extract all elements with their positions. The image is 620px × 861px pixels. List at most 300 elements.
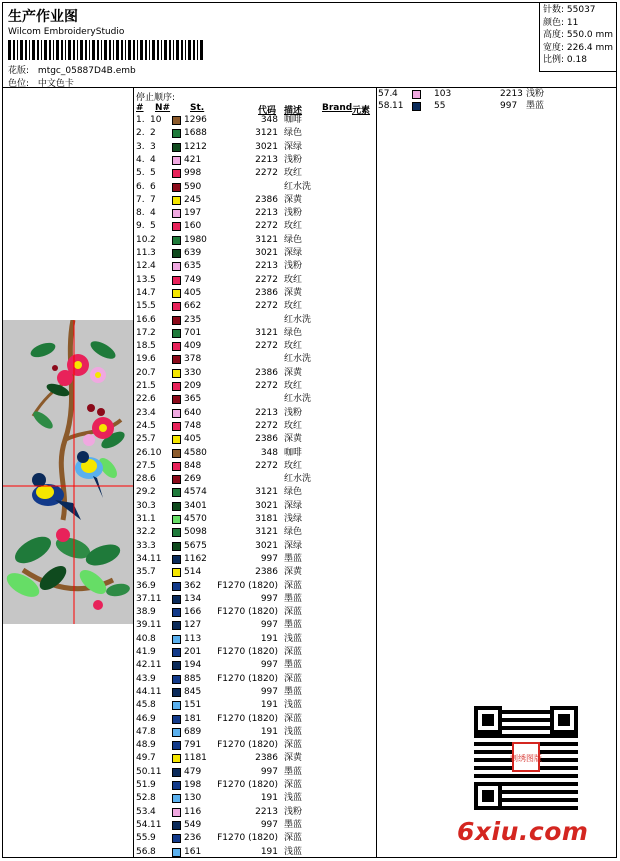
color-code: 2213 bbox=[255, 208, 278, 219]
color-swatch bbox=[172, 382, 181, 391]
color-code: 191 bbox=[260, 793, 278, 804]
table-row bbox=[136, 580, 376, 593]
color-swatch bbox=[172, 409, 181, 418]
table-row bbox=[136, 154, 376, 167]
color-code: 2386 bbox=[255, 434, 278, 445]
design-scale: 比例: 0.18 bbox=[543, 55, 587, 65]
needle-number: 2 bbox=[150, 327, 156, 338]
design-width: 宽度: 226.4 mm bbox=[543, 42, 614, 53]
table-row bbox=[378, 100, 545, 113]
table-row bbox=[136, 420, 376, 433]
site-logo bbox=[457, 817, 588, 846]
row-number: 50. bbox=[136, 766, 151, 777]
needle-number: 6 bbox=[150, 394, 156, 405]
color-swatch bbox=[172, 834, 181, 843]
table-row bbox=[136, 766, 376, 779]
color-description: 墨蓝 bbox=[284, 660, 303, 671]
design-stats bbox=[539, 2, 617, 72]
row-number: 29. bbox=[136, 487, 151, 498]
stitch-count: 639 bbox=[184, 248, 202, 258]
color-swatch bbox=[172, 369, 181, 378]
stitch-count: 198 bbox=[184, 780, 202, 790]
col-header-needle: N# bbox=[155, 103, 171, 113]
stitch-count: 848 bbox=[184, 460, 202, 471]
color-code: 2386 bbox=[255, 753, 278, 764]
stitch-count: 3401 bbox=[184, 500, 207, 511]
needle-number: 6 bbox=[150, 314, 156, 325]
needle-number: 11 bbox=[150, 819, 162, 830]
design-preview bbox=[3, 320, 133, 624]
row-number: 48. bbox=[136, 740, 151, 751]
color-code: 191 bbox=[260, 846, 278, 857]
needle-number: 2 bbox=[150, 487, 156, 498]
row-number: 1. bbox=[136, 115, 145, 125]
color-code: 3121 bbox=[255, 487, 278, 498]
row-number: 56. bbox=[136, 846, 151, 857]
color-description: 深蓝 bbox=[284, 713, 303, 724]
row-number: 11. bbox=[136, 248, 151, 258]
needle-number: 6 bbox=[150, 181, 156, 192]
logo-tail: .com bbox=[518, 817, 589, 846]
col-header-stitches: St. bbox=[190, 103, 205, 113]
needle-number: 8 bbox=[150, 846, 156, 857]
table-row bbox=[136, 260, 376, 273]
table-row bbox=[136, 699, 376, 712]
needle-number: 9 bbox=[150, 780, 156, 790]
color-label: 色位: bbox=[8, 79, 30, 89]
color-code: 2272 bbox=[255, 460, 278, 471]
needle-number: 6 bbox=[150, 354, 156, 365]
color-description: 咖啡 bbox=[284, 447, 303, 458]
row-number: 22. bbox=[136, 394, 151, 405]
table-row bbox=[136, 247, 376, 260]
stitch-count: 365 bbox=[184, 394, 202, 405]
row-number: 57. bbox=[378, 89, 393, 99]
stitch-count: 127 bbox=[184, 620, 202, 631]
color-description: 墨蓝 bbox=[284, 766, 303, 777]
needle-number: 5 bbox=[150, 168, 156, 179]
color-swatch bbox=[172, 715, 181, 724]
table-row bbox=[136, 486, 376, 499]
table-row bbox=[136, 220, 376, 233]
color-code: 3121 bbox=[255, 128, 278, 139]
needle-number: 4 bbox=[150, 806, 156, 817]
table-row bbox=[136, 194, 376, 207]
stitch-count: 635 bbox=[184, 261, 202, 272]
stitch-count: 662 bbox=[184, 301, 202, 312]
needle-number: 11 bbox=[150, 660, 162, 671]
row-number: 41. bbox=[136, 647, 151, 657]
col-header-description: 描述 bbox=[284, 106, 303, 116]
needle-number: 4 bbox=[150, 407, 156, 418]
table-row bbox=[136, 633, 376, 646]
needle-number: 9 bbox=[150, 740, 156, 751]
color-code: F1270 (1820) bbox=[217, 713, 278, 724]
stitch-count: 130 bbox=[184, 793, 202, 804]
row-number: 18. bbox=[136, 341, 151, 352]
stitch-count: 590 bbox=[184, 181, 202, 192]
table-row bbox=[136, 473, 376, 486]
needle-number: 11 bbox=[150, 553, 162, 564]
color-description: 浅蓝 bbox=[284, 700, 303, 711]
color-code: 2213 bbox=[255, 806, 278, 817]
color-swatch bbox=[172, 143, 181, 152]
color-swatch bbox=[172, 701, 181, 710]
table-row bbox=[136, 460, 376, 473]
row-number: 45. bbox=[136, 700, 151, 711]
needle-number: 1 bbox=[150, 514, 156, 524]
row-number: 53. bbox=[136, 806, 151, 817]
color-swatch bbox=[172, 156, 181, 165]
color-swatch bbox=[172, 542, 181, 551]
row-number: 23. bbox=[136, 407, 151, 418]
color-description: 浅粉 bbox=[284, 407, 303, 418]
color-count: 颜色: 11 bbox=[543, 17, 579, 28]
color-code: 2272 bbox=[255, 168, 278, 179]
needle-number: 5 bbox=[150, 381, 156, 391]
color-description: 墨蓝 bbox=[526, 101, 545, 111]
row-number: 44. bbox=[136, 686, 151, 697]
color-swatch bbox=[172, 768, 181, 777]
color-swatch bbox=[412, 90, 421, 99]
color-description: 浅蓝 bbox=[284, 846, 303, 857]
stitch-count: 151 bbox=[184, 700, 202, 711]
color-description: 深黄 bbox=[284, 367, 303, 378]
needle-number: 11 bbox=[150, 766, 162, 777]
color-description: 红水洗 bbox=[284, 394, 312, 405]
row-number: 14. bbox=[136, 287, 151, 298]
row-number: 5. bbox=[136, 168, 145, 179]
divider-left bbox=[133, 88, 134, 858]
row-number: 33. bbox=[136, 540, 151, 551]
needle-number: 6 bbox=[150, 474, 156, 485]
color-description: 深黄 bbox=[284, 434, 303, 445]
row-number: 40. bbox=[136, 633, 151, 644]
software-name: Wilcom EmbroideryStudio bbox=[8, 27, 125, 37]
needle-number: 9 bbox=[150, 607, 156, 618]
stitch-count: 236 bbox=[184, 833, 202, 844]
header bbox=[2, 2, 617, 88]
stitch-count: 针数: 55037 bbox=[543, 5, 596, 15]
color-description: 墨蓝 bbox=[284, 553, 303, 564]
logo-main: 6xiu bbox=[457, 817, 519, 846]
table-row bbox=[136, 181, 376, 194]
divider-middle bbox=[376, 88, 377, 858]
stitch-count: 197 bbox=[184, 208, 202, 219]
color-swatch bbox=[172, 808, 181, 817]
table-row bbox=[136, 513, 376, 526]
row-number: 37. bbox=[136, 593, 151, 604]
table-row bbox=[136, 832, 376, 845]
color-code: 997 bbox=[260, 593, 278, 604]
needle-number: 9 bbox=[150, 833, 156, 844]
needle-number: 7 bbox=[150, 434, 156, 445]
color-code: 191 bbox=[260, 633, 278, 644]
color-description: 咖啡 bbox=[284, 115, 303, 125]
needle-number: 10 bbox=[150, 115, 162, 125]
color-swatch bbox=[172, 196, 181, 205]
color-code: F1270 (1820) bbox=[217, 580, 278, 591]
stitch-count: 4570 bbox=[184, 514, 207, 524]
color-description: 红水洗 bbox=[284, 474, 312, 485]
color-code: 2272 bbox=[255, 341, 278, 352]
design-label: 花版: bbox=[8, 66, 30, 76]
color-swatch bbox=[172, 129, 181, 138]
color-description: 绿色 bbox=[284, 128, 303, 139]
needle-number: 7 bbox=[150, 753, 156, 764]
row-number: 55. bbox=[136, 833, 151, 844]
stitch-count: 640 bbox=[184, 407, 202, 418]
table-row bbox=[136, 380, 376, 393]
stitch-count: 1688 bbox=[184, 128, 207, 139]
color-swatch bbox=[172, 608, 181, 617]
color-code: 2272 bbox=[255, 221, 278, 232]
color-code: 2386 bbox=[255, 367, 278, 378]
table-row bbox=[136, 500, 376, 513]
row-number: 34. bbox=[136, 553, 151, 564]
color-description: 绿色 bbox=[284, 527, 303, 538]
color-code: 3021 bbox=[255, 540, 278, 551]
color-description: 深绿 bbox=[284, 248, 303, 258]
stitch-count: 194 bbox=[184, 660, 202, 671]
needle-number: 3 bbox=[150, 248, 156, 258]
design-file: mtgc_05887D4B.emb bbox=[37, 66, 136, 76]
needle-number: 3 bbox=[150, 141, 156, 152]
needle-number: 7 bbox=[150, 287, 156, 298]
row-number: 28. bbox=[136, 474, 151, 485]
color-swatch bbox=[172, 435, 181, 444]
table-row bbox=[136, 673, 376, 686]
row-number: 6. bbox=[136, 181, 145, 192]
color-swatch bbox=[172, 528, 181, 537]
stitch-count: 405 bbox=[184, 287, 202, 298]
stitch-count: 5098 bbox=[184, 527, 207, 538]
row-number: 46. bbox=[136, 713, 151, 724]
color-swatch bbox=[172, 422, 181, 431]
stitch-count: 161 bbox=[184, 846, 202, 857]
stitch-count: 134 bbox=[184, 593, 202, 604]
table-row bbox=[136, 726, 376, 739]
color-swatch bbox=[172, 183, 181, 192]
row-number: 8. bbox=[136, 208, 145, 219]
table-row bbox=[136, 779, 376, 792]
color-code: 191 bbox=[260, 700, 278, 711]
color-description: 浅蓝 bbox=[284, 793, 303, 804]
color-description: 红水洗 bbox=[284, 181, 312, 192]
color-swatch bbox=[172, 449, 181, 458]
table-row bbox=[136, 447, 376, 460]
row-number: 4. bbox=[136, 154, 145, 165]
color-description: 深绿 bbox=[284, 540, 303, 551]
stitch-count: 103 bbox=[434, 89, 452, 99]
color-swatch bbox=[172, 502, 181, 511]
color-code: 2213 bbox=[255, 261, 278, 272]
stitch-count: 701 bbox=[184, 327, 202, 338]
barcode bbox=[8, 40, 205, 60]
color-description: 绿色 bbox=[284, 487, 303, 498]
needle-number: 3 bbox=[150, 540, 156, 551]
needle-number: 8 bbox=[150, 633, 156, 644]
color-code: 2272 bbox=[255, 274, 278, 285]
row-number: 12. bbox=[136, 261, 151, 272]
row-number: 15. bbox=[136, 301, 151, 312]
color-chart-value: 中文色卡 bbox=[37, 79, 74, 89]
color-code: 3181 bbox=[255, 514, 278, 524]
color-swatch bbox=[172, 821, 181, 830]
color-description: 红水洗 bbox=[284, 354, 312, 365]
color-code: 2386 bbox=[255, 194, 278, 205]
row-number: 52. bbox=[136, 793, 151, 804]
table-row bbox=[136, 646, 376, 659]
row-number: 27. bbox=[136, 460, 151, 471]
design-file-line bbox=[8, 63, 136, 76]
needle-number: 11 bbox=[150, 593, 162, 604]
needle-number: 2 bbox=[150, 527, 156, 538]
row-number: 42. bbox=[136, 660, 151, 671]
stitch-count: 362 bbox=[184, 580, 202, 591]
color-swatch bbox=[172, 475, 181, 484]
stitch-count: 1980 bbox=[184, 234, 207, 245]
qr-stamp-text: 刺绣图版 bbox=[510, 754, 542, 763]
col-header-brand: Brand bbox=[322, 103, 353, 113]
col-header-num: # bbox=[136, 103, 144, 113]
color-description: 浅粉 bbox=[284, 261, 303, 272]
row-number: 2. bbox=[136, 128, 145, 139]
color-description: 浅粉 bbox=[284, 154, 303, 165]
stitch-count: 166 bbox=[184, 607, 202, 618]
stitch-count: 209 bbox=[184, 381, 202, 391]
stitch-count: 330 bbox=[184, 367, 202, 378]
table-row bbox=[136, 367, 376, 380]
needle-number: 11 bbox=[392, 101, 404, 111]
row-number: 17. bbox=[136, 327, 151, 338]
table-row bbox=[136, 287, 376, 300]
color-code: 3121 bbox=[255, 234, 278, 245]
table-row bbox=[136, 659, 376, 672]
table-row bbox=[136, 739, 376, 752]
stitch-count: 55 bbox=[434, 101, 446, 111]
table-row bbox=[136, 433, 376, 446]
needle-number: 4 bbox=[392, 89, 398, 99]
color-code: 2213 bbox=[255, 154, 278, 165]
color-description: 深黄 bbox=[284, 287, 303, 298]
row-number: 7. bbox=[136, 194, 145, 205]
embroidery-preview-image bbox=[3, 320, 133, 624]
stitch-count: 1162 bbox=[184, 553, 207, 564]
color-description: 深黄 bbox=[284, 194, 303, 205]
stitch-count: 113 bbox=[184, 633, 202, 644]
color-swatch bbox=[172, 754, 181, 763]
needle-number: 4 bbox=[150, 208, 156, 219]
color-description: 玫红 bbox=[284, 168, 303, 179]
color-description: 玫红 bbox=[284, 341, 303, 352]
row-number: 13. bbox=[136, 274, 151, 285]
table-row bbox=[136, 846, 376, 859]
qr-code bbox=[471, 705, 582, 811]
row-number: 30. bbox=[136, 500, 151, 511]
color-swatch bbox=[172, 675, 181, 684]
color-code: 348 bbox=[260, 447, 278, 458]
table-row bbox=[136, 553, 376, 566]
color-swatch bbox=[172, 555, 181, 564]
needle-number: 5 bbox=[150, 301, 156, 312]
stitch-count: 378 bbox=[184, 354, 202, 365]
stitch-count: 269 bbox=[184, 474, 202, 485]
color-description: 玫红 bbox=[284, 221, 303, 232]
table-row bbox=[136, 606, 376, 619]
color-description: 浅粉 bbox=[284, 806, 303, 817]
color-description: 玫红 bbox=[284, 460, 303, 471]
stitch-count: 235 bbox=[184, 314, 202, 325]
color-swatch bbox=[172, 209, 181, 218]
color-code: F1270 (1820) bbox=[217, 833, 278, 844]
color-description: 浅绿 bbox=[284, 514, 303, 524]
row-number: 16. bbox=[136, 314, 151, 325]
stitch-count: 885 bbox=[184, 673, 202, 684]
color-swatch bbox=[172, 262, 181, 271]
color-code: 997 bbox=[260, 660, 278, 671]
needle-number: 5 bbox=[150, 274, 156, 285]
row-number: 9. bbox=[136, 221, 145, 232]
color-swatch bbox=[172, 595, 181, 604]
needle-number: 8 bbox=[150, 793, 156, 804]
row-number: 39. bbox=[136, 620, 151, 631]
color-code: 348 bbox=[260, 115, 278, 125]
row-number: 49. bbox=[136, 753, 151, 764]
stitch-count: 479 bbox=[184, 766, 202, 777]
stitch-count: 405 bbox=[184, 434, 202, 445]
color-code: 2213 bbox=[255, 407, 278, 418]
color-description: 深绿 bbox=[284, 500, 303, 511]
row-number: 47. bbox=[136, 726, 151, 737]
color-description: 深蓝 bbox=[284, 740, 303, 751]
table-row bbox=[136, 274, 376, 287]
row-number: 10. bbox=[136, 234, 151, 245]
color-code: 997 bbox=[500, 101, 518, 111]
stitch-count: 409 bbox=[184, 341, 202, 352]
row-number: 26. bbox=[136, 447, 151, 458]
color-description: 深绿 bbox=[284, 141, 303, 152]
color-code: 2272 bbox=[255, 301, 278, 312]
color-swatch bbox=[172, 355, 181, 364]
color-description: 深蓝 bbox=[284, 673, 303, 684]
row-number: 51. bbox=[136, 780, 151, 790]
table-row bbox=[136, 141, 376, 154]
row-number: 3. bbox=[136, 141, 145, 152]
stitch-count: 1296 bbox=[184, 115, 207, 125]
stitch-count: 689 bbox=[184, 726, 202, 737]
needle-number: 7 bbox=[150, 194, 156, 205]
color-code: 2213 bbox=[500, 89, 523, 99]
stitch-count: 749 bbox=[184, 274, 202, 285]
table-row bbox=[136, 314, 376, 327]
color-code: 2272 bbox=[255, 420, 278, 431]
color-swatch bbox=[172, 661, 181, 670]
needle-number: 3 bbox=[150, 500, 156, 511]
color-swatch bbox=[172, 781, 181, 790]
design-height: 高度: 550.0 mm bbox=[543, 30, 614, 40]
needle-number: 8 bbox=[150, 700, 156, 711]
row-number: 38. bbox=[136, 607, 151, 618]
color-description: 墨蓝 bbox=[284, 593, 303, 604]
color-description: 墨蓝 bbox=[284, 819, 303, 830]
color-description: 浅蓝 bbox=[284, 726, 303, 737]
color-code: 3021 bbox=[255, 248, 278, 258]
row-number: 21. bbox=[136, 381, 151, 391]
table-row bbox=[136, 792, 376, 805]
color-description: 深黄 bbox=[284, 753, 303, 764]
table-row bbox=[136, 686, 376, 699]
